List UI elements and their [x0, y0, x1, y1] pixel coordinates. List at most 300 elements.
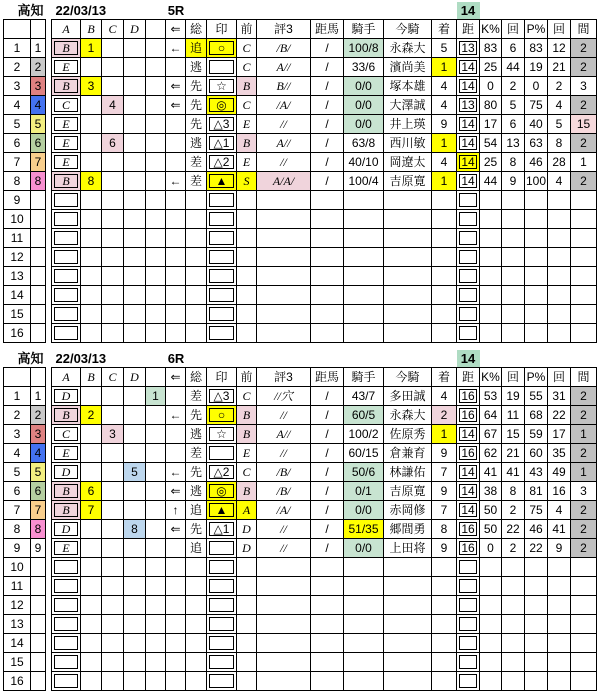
cell-r6-d[interactable] — [124, 482, 146, 501]
cell-r6-kyo[interactable] — [457, 134, 480, 153]
cell-r16-hyo[interactable] — [257, 672, 311, 691]
cell-r14-in[interactable] — [207, 286, 237, 305]
cell-r10-r1[interactable] — [502, 558, 525, 577]
cell-r9-aida[interactable]: 2 — [571, 539, 597, 558]
cell-r8-kyo[interactable] — [457, 520, 480, 539]
cell-r1-kishu[interactable]: 100/8 — [344, 39, 384, 58]
cell-r16-aida[interactable] — [571, 672, 597, 691]
cell-r11-mae[interactable] — [237, 229, 257, 248]
cell-r16-b[interactable] — [81, 672, 102, 691]
cell-r4-hyo[interactable]: // — [257, 444, 311, 463]
cell-r4-num[interactable]: 4 — [4, 96, 31, 115]
cell-r14-p[interactable] — [525, 634, 548, 653]
cell-r4-d[interactable] — [124, 444, 146, 463]
cell-r3-kishu[interactable]: 100/2 — [344, 425, 384, 444]
cell-r2-e[interactable] — [146, 406, 166, 425]
cell-r7-waku[interactable]: 7 — [31, 501, 46, 520]
cell-r6-k[interactable]: 38 — [480, 482, 502, 501]
cell-r4-waku[interactable]: 4 — [31, 96, 46, 115]
cell-r10-aida[interactable] — [571, 558, 597, 577]
cell-r9-chaku[interactable]: 9 — [432, 539, 457, 558]
cell-r6-r1[interactable]: 13 — [502, 134, 525, 153]
cell-r10-b[interactable] — [81, 558, 102, 577]
cell-r14-waku[interactable] — [31, 286, 46, 305]
cell-r12-imaki[interactable] — [384, 596, 432, 615]
cell-r7-r1[interactable]: 2 — [502, 501, 525, 520]
cell-r8-num[interactable]: 8 — [4, 520, 31, 539]
cell-r12-p[interactable] — [525, 248, 548, 267]
cell-r1-sou[interactable]: 追 — [186, 39, 207, 58]
cell-r2-in[interactable] — [207, 406, 237, 425]
cell-r3-d[interactable] — [124, 77, 146, 96]
cell-r7-kishu[interactable]: 0/0 — [344, 501, 384, 520]
cell-r16-p[interactable] — [525, 672, 548, 691]
cell-r4-r1[interactable]: 5 — [502, 96, 525, 115]
cell-r5-hyo[interactable]: /B/ — [257, 463, 311, 482]
cell-r10-in[interactable] — [207, 558, 237, 577]
cell-r8-c[interactable] — [102, 172, 124, 191]
cell-r9-k[interactable]: 0 — [480, 539, 502, 558]
cell-r13-b[interactable] — [81, 615, 102, 634]
cell-r3-sou[interactable]: 逃 — [186, 425, 207, 444]
cell-r2-sou[interactable]: 逃 — [186, 58, 207, 77]
cell-r5-r1[interactable]: 6 — [502, 115, 525, 134]
cell-r1-c[interactable] — [102, 387, 124, 406]
cell-r12-b[interactable] — [81, 248, 102, 267]
cell-r16-c[interactable] — [102, 324, 124, 343]
cell-r16-mae[interactable] — [237, 672, 257, 691]
cell-r16-imaki[interactable] — [384, 324, 432, 343]
cell-r16-hyo[interactable] — [257, 324, 311, 343]
cell-r14-imaki[interactable] — [384, 634, 432, 653]
cell-r2-hyo[interactable]: // — [257, 406, 311, 425]
cell-r11-b[interactable] — [81, 229, 102, 248]
cell-r3-arr[interactable] — [166, 425, 186, 444]
cell-r6-b[interactable]: 6 — [81, 482, 102, 501]
cell-r11-num[interactable]: 11 — [4, 577, 31, 596]
cell-r8-e[interactable] — [146, 520, 166, 539]
cell-r5-c[interactable] — [102, 115, 124, 134]
cell-r7-kyo[interactable] — [457, 153, 480, 172]
cell-r5-d[interactable]: 5 — [124, 463, 146, 482]
cell-r15-c[interactable] — [102, 305, 124, 324]
cell-r3-kyoba[interactable]: / — [311, 77, 344, 96]
cell-r16-b[interactable] — [81, 324, 102, 343]
cell-r13-c[interactable] — [102, 267, 124, 286]
cell-r7-r2[interactable]: 4 — [548, 501, 571, 520]
cell-r1-b[interactable]: 1 — [81, 39, 102, 58]
cell-r12-waku[interactable] — [31, 596, 46, 615]
cell-r7-e[interactable] — [146, 153, 166, 172]
cell-r16-r1[interactable] — [502, 672, 525, 691]
cell-r16-d[interactable] — [124, 672, 146, 691]
cell-r8-chaku[interactable]: 1 — [432, 172, 457, 191]
cell-r7-a[interactable] — [52, 153, 81, 172]
cell-r5-arr[interactable] — [166, 115, 186, 134]
cell-r12-k[interactable] — [480, 248, 502, 267]
cell-r14-kishu[interactable] — [344, 286, 384, 305]
cell-r13-r2[interactable] — [548, 267, 571, 286]
cell-r7-kishu[interactable]: 40/10 — [344, 153, 384, 172]
cell-r8-aida[interactable]: 2 — [571, 520, 597, 539]
cell-r8-r2[interactable]: 41 — [548, 520, 571, 539]
cell-r10-chaku[interactable] — [432, 210, 457, 229]
cell-r4-hyo[interactable]: /A/ — [257, 96, 311, 115]
cell-r5-hyo[interactable]: // — [257, 115, 311, 134]
cell-r2-r1[interactable]: 44 — [502, 58, 525, 77]
cell-r16-k[interactable] — [480, 672, 502, 691]
cell-r12-kyo[interactable] — [457, 596, 480, 615]
cell-r3-kyo[interactable] — [457, 425, 480, 444]
cell-r9-r1[interactable] — [502, 191, 525, 210]
cell-r2-kyoba[interactable]: / — [311, 406, 344, 425]
cell-r1-kyoba[interactable]: / — [311, 39, 344, 58]
cell-r8-kishu[interactable]: 100/4 — [344, 172, 384, 191]
cell-r3-r1[interactable]: 2 — [502, 77, 525, 96]
cell-r7-in[interactable] — [207, 153, 237, 172]
cell-r14-arr[interactable] — [166, 634, 186, 653]
cell-r3-kyo[interactable] — [457, 77, 480, 96]
cell-r9-d[interactable] — [124, 191, 146, 210]
cell-r2-imaki[interactable]: 永森大 — [384, 406, 432, 425]
cell-r8-in[interactable] — [207, 172, 237, 191]
cell-r10-in[interactable] — [207, 210, 237, 229]
cell-r2-waku[interactable]: 2 — [31, 406, 46, 425]
cell-r8-k[interactable]: 44 — [480, 172, 502, 191]
cell-r11-chaku[interactable] — [432, 229, 457, 248]
cell-r5-a[interactable] — [52, 463, 81, 482]
cell-r12-hyo[interactable] — [257, 248, 311, 267]
cell-r13-in[interactable] — [207, 615, 237, 634]
cell-r11-k[interactable] — [480, 577, 502, 596]
cell-r12-mae[interactable] — [237, 248, 257, 267]
cell-r6-p[interactable]: 63 — [525, 134, 548, 153]
cell-r12-e[interactable] — [146, 596, 166, 615]
cell-r2-c[interactable] — [102, 58, 124, 77]
cell-r5-chaku[interactable]: 7 — [432, 463, 457, 482]
cell-r8-imaki[interactable]: 郷間勇 — [384, 520, 432, 539]
cell-r11-kyoba[interactable] — [311, 577, 344, 596]
cell-r15-b[interactable] — [81, 305, 102, 324]
cell-r16-r2[interactable] — [548, 672, 571, 691]
cell-r16-aida[interactable] — [571, 324, 597, 343]
cell-r11-c[interactable] — [102, 229, 124, 248]
cell-r14-kishu[interactable] — [344, 634, 384, 653]
cell-r11-r1[interactable] — [502, 229, 525, 248]
cell-r11-a[interactable] — [52, 229, 81, 248]
cell-r3-e[interactable] — [146, 425, 166, 444]
cell-r11-kyo[interactable] — [457, 229, 480, 248]
cell-r9-r1[interactable]: 2 — [502, 539, 525, 558]
cell-r2-in[interactable] — [207, 58, 237, 77]
cell-r10-kishu[interactable] — [344, 210, 384, 229]
cell-r13-sou[interactable] — [186, 615, 207, 634]
cell-r9-e[interactable] — [146, 539, 166, 558]
cell-r5-k[interactable]: 41 — [480, 463, 502, 482]
cell-r10-d[interactable] — [124, 558, 146, 577]
cell-r11-aida[interactable] — [571, 577, 597, 596]
cell-r5-kishu[interactable]: 0/0 — [344, 115, 384, 134]
cell-r5-a[interactable] — [52, 115, 81, 134]
cell-r2-c[interactable] — [102, 406, 124, 425]
cell-r9-imaki[interactable] — [384, 191, 432, 210]
cell-r16-kishu[interactable] — [344, 672, 384, 691]
cell-r12-a[interactable] — [52, 596, 81, 615]
cell-r2-d[interactable] — [124, 406, 146, 425]
cell-r10-a[interactable] — [52, 558, 81, 577]
cell-r6-b[interactable] — [81, 134, 102, 153]
cell-r1-kyo[interactable] — [457, 39, 480, 58]
cell-r11-hyo[interactable] — [257, 229, 311, 248]
cell-r4-k[interactable]: 80 — [480, 96, 502, 115]
cell-r2-b[interactable]: 2 — [81, 406, 102, 425]
cell-r13-mae[interactable] — [237, 615, 257, 634]
cell-r12-k[interactable] — [480, 596, 502, 615]
cell-r8-a[interactable] — [52, 520, 81, 539]
cell-r12-arr[interactable] — [166, 248, 186, 267]
cell-r8-num[interactable]: 8 — [4, 172, 31, 191]
cell-r13-k[interactable] — [480, 267, 502, 286]
cell-r4-chaku[interactable]: 9 — [432, 444, 457, 463]
cell-r1-a[interactable] — [52, 387, 81, 406]
cell-r15-num[interactable]: 15 — [4, 305, 31, 324]
cell-r5-c[interactable] — [102, 463, 124, 482]
cell-r16-c[interactable] — [102, 672, 124, 691]
cell-r1-in[interactable] — [207, 39, 237, 58]
cell-r14-num[interactable]: 14 — [4, 286, 31, 305]
cell-r12-sou[interactable] — [186, 248, 207, 267]
cell-r1-num[interactable]: 1 — [4, 387, 31, 406]
cell-r7-c[interactable] — [102, 153, 124, 172]
cell-r3-a[interactable] — [52, 77, 81, 96]
cell-r13-aida[interactable] — [571, 615, 597, 634]
cell-r4-p[interactable]: 60 — [525, 444, 548, 463]
cell-r13-imaki[interactable] — [384, 267, 432, 286]
cell-r13-kyo[interactable] — [457, 267, 480, 286]
cell-r13-e[interactable] — [146, 267, 166, 286]
cell-r14-aida[interactable] — [571, 634, 597, 653]
cell-r2-r2[interactable]: 21 — [548, 58, 571, 77]
cell-r1-d[interactable] — [124, 39, 146, 58]
cell-r14-kyoba[interactable] — [311, 634, 344, 653]
cell-r3-num[interactable]: 3 — [4, 425, 31, 444]
cell-r9-p[interactable]: 22 — [525, 539, 548, 558]
cell-r11-arr[interactable] — [166, 577, 186, 596]
cell-r3-waku[interactable]: 3 — [31, 77, 46, 96]
cell-r7-a[interactable] — [52, 501, 81, 520]
cell-r6-sou[interactable]: 逃 — [186, 482, 207, 501]
cell-r9-b[interactable] — [81, 539, 102, 558]
cell-r5-r1[interactable]: 41 — [502, 463, 525, 482]
cell-r6-kyoba[interactable]: / — [311, 134, 344, 153]
cell-r12-b[interactable] — [81, 596, 102, 615]
cell-r10-waku[interactable] — [31, 210, 46, 229]
cell-r10-arr[interactable] — [166, 558, 186, 577]
cell-r2-r2[interactable]: 22 — [548, 406, 571, 425]
cell-r9-a[interactable] — [52, 191, 81, 210]
cell-r14-in[interactable] — [207, 634, 237, 653]
cell-r9-in[interactable] — [207, 191, 237, 210]
cell-r4-d[interactable] — [124, 96, 146, 115]
cell-r3-d[interactable] — [124, 425, 146, 444]
cell-r7-d[interactable] — [124, 153, 146, 172]
cell-r6-a[interactable] — [52, 134, 81, 153]
cell-r10-kishu[interactable] — [344, 558, 384, 577]
cell-r7-sou[interactable]: 差 — [186, 153, 207, 172]
cell-r13-r2[interactable] — [548, 615, 571, 634]
cell-r15-sou[interactable] — [186, 305, 207, 324]
cell-r5-kyoba[interactable]: / — [311, 115, 344, 134]
cell-r7-d[interactable] — [124, 501, 146, 520]
cell-r6-kyo[interactable] — [457, 482, 480, 501]
cell-r13-r1[interactable] — [502, 267, 525, 286]
cell-r15-d[interactable] — [124, 653, 146, 672]
cell-r9-d[interactable] — [124, 539, 146, 558]
cell-r9-kishu[interactable]: 0/0 — [344, 539, 384, 558]
cell-r3-num[interactable]: 3 — [4, 77, 31, 96]
cell-r8-hyo[interactable]: // — [257, 520, 311, 539]
cell-r5-aida[interactable]: 15 — [571, 115, 597, 134]
cell-r6-k[interactable]: 54 — [480, 134, 502, 153]
cell-r1-waku[interactable]: 1 — [31, 39, 46, 58]
cell-r2-d[interactable] — [124, 58, 146, 77]
cell-r7-arr[interactable]: ↑ — [166, 501, 186, 520]
cell-r3-hyo[interactable]: A// — [257, 425, 311, 444]
cell-r15-r2[interactable] — [548, 305, 571, 324]
cell-r5-imaki[interactable]: 林謙佑 — [384, 463, 432, 482]
cell-r15-in[interactable] — [207, 653, 237, 672]
cell-r7-aida[interactable]: 1 — [571, 153, 597, 172]
cell-r10-k[interactable] — [480, 210, 502, 229]
cell-r2-mae[interactable]: C — [237, 58, 257, 77]
cell-r14-r2[interactable] — [548, 634, 571, 653]
cell-r2-p[interactable]: 68 — [525, 406, 548, 425]
cell-r10-e[interactable] — [146, 210, 166, 229]
cell-r2-kyoba[interactable]: / — [311, 58, 344, 77]
cell-r11-k[interactable] — [480, 229, 502, 248]
cell-r5-kyoba[interactable]: / — [311, 463, 344, 482]
cell-r4-mae[interactable]: C — [237, 96, 257, 115]
cell-r16-waku[interactable] — [31, 672, 46, 691]
cell-r6-p[interactable]: 81 — [525, 482, 548, 501]
cell-r1-mae[interactable]: C — [237, 39, 257, 58]
cell-r5-waku[interactable]: 5 — [31, 463, 46, 482]
cell-r14-c[interactable] — [102, 634, 124, 653]
cell-r9-chaku[interactable] — [432, 191, 457, 210]
cell-r10-sou[interactable] — [186, 210, 207, 229]
cell-r11-imaki[interactable] — [384, 577, 432, 596]
cell-r13-waku[interactable] — [31, 615, 46, 634]
cell-r12-d[interactable] — [124, 248, 146, 267]
cell-r3-mae[interactable]: B — [237, 425, 257, 444]
cell-r15-hyo[interactable] — [257, 653, 311, 672]
cell-r15-imaki[interactable] — [384, 305, 432, 324]
cell-r14-d[interactable] — [124, 634, 146, 653]
cell-r5-mae[interactable]: E — [237, 115, 257, 134]
cell-r7-imaki[interactable]: 岡遼太 — [384, 153, 432, 172]
cell-r2-k[interactable]: 64 — [480, 406, 502, 425]
cell-r5-kyo[interactable] — [457, 115, 480, 134]
cell-r7-in[interactable] — [207, 501, 237, 520]
cell-r10-kyoba[interactable] — [311, 558, 344, 577]
cell-r1-arr[interactable] — [166, 387, 186, 406]
cell-r14-a[interactable] — [52, 634, 81, 653]
cell-r3-k[interactable]: 67 — [480, 425, 502, 444]
cell-r15-kishu[interactable] — [344, 305, 384, 324]
cell-r11-e[interactable] — [146, 229, 166, 248]
cell-r16-imaki[interactable] — [384, 672, 432, 691]
cell-r4-kyo[interactable] — [457, 444, 480, 463]
cell-r14-arr[interactable] — [166, 286, 186, 305]
cell-r8-r1[interactable]: 9 — [502, 172, 525, 191]
cell-r3-r1[interactable]: 15 — [502, 425, 525, 444]
cell-r6-in[interactable] — [207, 482, 237, 501]
cell-r1-mae[interactable]: C — [237, 387, 257, 406]
cell-r16-num[interactable]: 16 — [4, 324, 31, 343]
cell-r4-waku[interactable]: 4 — [31, 444, 46, 463]
cell-r9-in[interactable] — [207, 539, 237, 558]
cell-r10-aida[interactable] — [571, 210, 597, 229]
cell-r10-p[interactable] — [525, 210, 548, 229]
cell-r13-hyo[interactable] — [257, 267, 311, 286]
cell-r7-p[interactable]: 46 — [525, 153, 548, 172]
cell-r16-kyoba[interactable] — [311, 324, 344, 343]
cell-r1-b[interactable] — [81, 387, 102, 406]
cell-r12-a[interactable] — [52, 248, 81, 267]
cell-r15-num[interactable]: 15 — [4, 653, 31, 672]
cell-r7-chaku[interactable]: 4 — [432, 153, 457, 172]
cell-r15-in[interactable] — [207, 305, 237, 324]
cell-r6-c[interactable] — [102, 482, 124, 501]
cell-r2-k[interactable]: 25 — [480, 58, 502, 77]
cell-r8-c[interactable] — [102, 520, 124, 539]
cell-r13-mae[interactable] — [237, 267, 257, 286]
cell-r13-k[interactable] — [480, 615, 502, 634]
cell-r14-p[interactable] — [525, 286, 548, 305]
cell-r10-num[interactable]: 10 — [4, 210, 31, 229]
cell-r9-hyo[interactable] — [257, 191, 311, 210]
cell-r3-r2[interactable]: 2 — [548, 77, 571, 96]
cell-r2-imaki[interactable]: 濱尚美 — [384, 58, 432, 77]
cell-r7-num[interactable]: 7 — [4, 501, 31, 520]
cell-r7-k[interactable]: 25 — [480, 153, 502, 172]
cell-r13-waku[interactable] — [31, 267, 46, 286]
cell-r5-num[interactable]: 5 — [4, 463, 31, 482]
cell-r13-kyoba[interactable] — [311, 615, 344, 634]
cell-r10-hyo[interactable] — [257, 210, 311, 229]
cell-r13-p[interactable] — [525, 615, 548, 634]
cell-r12-aida[interactable] — [571, 248, 597, 267]
cell-r7-aida[interactable]: 2 — [571, 501, 597, 520]
cell-r10-waku[interactable] — [31, 558, 46, 577]
cell-r15-a[interactable] — [52, 653, 81, 672]
cell-r14-mae[interactable] — [237, 286, 257, 305]
cell-r1-aida[interactable]: 2 — [571, 39, 597, 58]
cell-r14-mae[interactable] — [237, 634, 257, 653]
cell-r13-p[interactable] — [525, 267, 548, 286]
cell-r6-c[interactable]: 6 — [102, 134, 124, 153]
cell-r15-r1[interactable] — [502, 305, 525, 324]
cell-r4-k[interactable]: 62 — [480, 444, 502, 463]
cell-r1-p[interactable]: 55 — [525, 387, 548, 406]
cell-r11-kyoba[interactable] — [311, 229, 344, 248]
cell-r13-sou[interactable] — [186, 267, 207, 286]
cell-r16-a[interactable] — [52, 324, 81, 343]
cell-r14-k[interactable] — [480, 286, 502, 305]
cell-r15-kyoba[interactable] — [311, 653, 344, 672]
cell-r8-mae[interactable]: S — [237, 172, 257, 191]
cell-r3-in[interactable] — [207, 77, 237, 96]
